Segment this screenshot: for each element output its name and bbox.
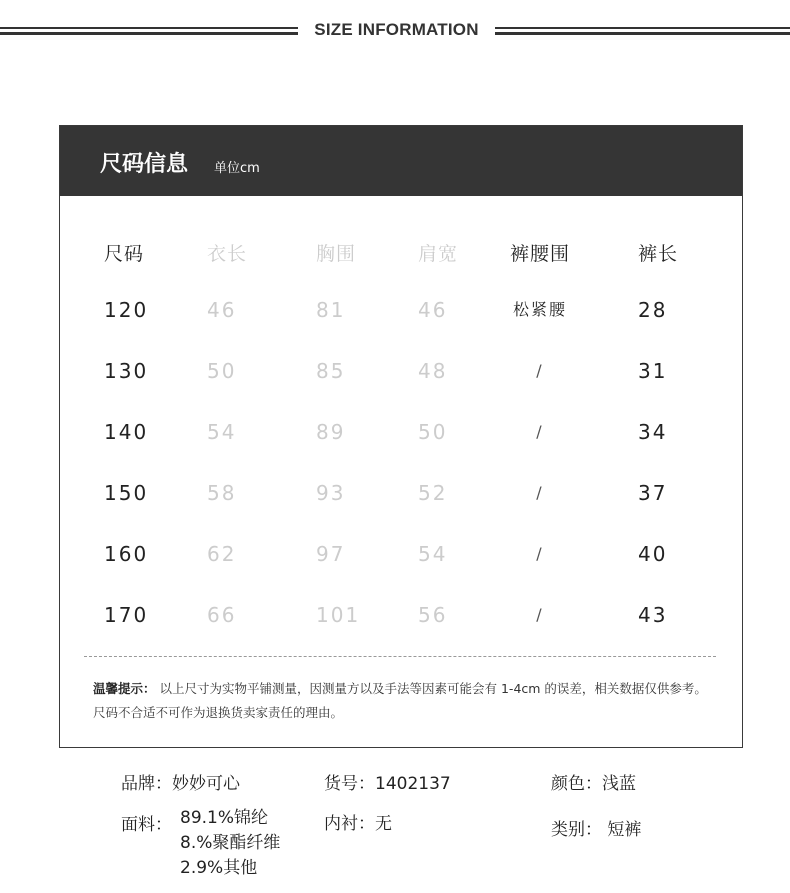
cell-size: 150	[104, 481, 149, 505]
card-unit: 单位cm	[214, 161, 260, 176]
cell-shoulder: 56	[418, 603, 448, 627]
cell-waist: /	[536, 605, 544, 624]
cell-chest: 89	[316, 420, 346, 444]
table-row	[60, 351, 742, 391]
section-header	[0, 18, 790, 44]
brand-info: 品牌：妙妙可心	[121, 774, 240, 794]
cell-pants-length: 43	[638, 603, 668, 627]
cell-waist: /	[536, 483, 544, 502]
cell-chest: 101	[316, 603, 361, 627]
cell-chest: 97	[316, 542, 346, 566]
cell-waist: /	[536, 544, 544, 563]
section-title: SIZE INFORMATION	[314, 20, 479, 39]
table-header-row	[60, 234, 742, 274]
note-label: 温馨提示：	[93, 681, 156, 696]
col-header-pants-length: 裤长	[638, 243, 679, 265]
header-rule-left	[0, 27, 298, 35]
fabric-composition	[180, 806, 280, 881]
cell-length: 50	[207, 359, 237, 383]
item-number-info: 货号：1402137	[324, 774, 451, 794]
cell-shoulder: 54	[418, 542, 448, 566]
note-text: 以上尺寸为实物平铺测量，因测量方以及手法等因素可能会有 1-4cm 的误差，相关数据仅供参考。尺码不合适不可作为退换货卖家责任的理由。	[93, 681, 707, 720]
lining-info: 内衬：无	[324, 814, 392, 834]
cell-waist: /	[536, 361, 544, 380]
cell-pants-length: 28	[638, 298, 668, 322]
cell-waist: 松紧腰	[512, 300, 567, 319]
table-row	[60, 595, 742, 635]
cell-chest: 81	[316, 298, 346, 322]
category-info: 类别： 短裤	[551, 820, 642, 840]
fabric-label: 面料：	[121, 815, 172, 835]
table-row	[60, 412, 742, 452]
cell-pants-length: 37	[638, 481, 668, 505]
cell-size: 140	[104, 420, 149, 444]
card-header	[60, 126, 742, 196]
table-row	[60, 534, 742, 574]
table-row	[60, 290, 742, 330]
fabric-line: 8.%聚酯纤维	[180, 833, 281, 853]
cell-chest: 93	[316, 481, 346, 505]
cell-chest: 85	[316, 359, 346, 383]
cell-size: 170	[104, 603, 149, 627]
cell-length: 62	[207, 542, 237, 566]
cell-shoulder: 52	[418, 481, 448, 505]
cell-length: 46	[207, 298, 237, 322]
dashed-divider	[84, 656, 716, 657]
cell-length: 54	[207, 420, 237, 444]
col-header-size: 尺码	[104, 243, 145, 265]
col-header-waist: 裤腰围	[509, 243, 570, 265]
cell-shoulder: 48	[418, 359, 448, 383]
cell-pants-length: 31	[638, 359, 668, 383]
cell-size: 130	[104, 359, 149, 383]
fabric-line: 2.9%其他	[180, 858, 258, 878]
cell-length: 66	[207, 603, 237, 627]
color-info: 颜色：浅蓝	[551, 774, 636, 794]
card-title: 尺码信息	[100, 152, 189, 177]
cell-pants-length: 34	[638, 420, 668, 444]
cell-shoulder: 50	[418, 420, 448, 444]
cell-length: 58	[207, 481, 237, 505]
col-header-shoulder: 肩宽	[418, 243, 459, 265]
col-header-length: 衣长	[207, 243, 248, 265]
measurement-note	[93, 677, 713, 725]
cell-waist: /	[536, 422, 544, 441]
header-rule-right	[495, 27, 790, 35]
cell-size: 160	[104, 542, 149, 566]
fabric-line: 89.1%锦纶	[180, 808, 269, 828]
cell-size: 120	[104, 298, 149, 322]
size-table-card	[59, 125, 743, 748]
table-row	[60, 473, 742, 513]
col-header-chest: 胸围	[316, 243, 357, 265]
cell-pants-length: 40	[638, 542, 668, 566]
cell-shoulder: 46	[418, 298, 448, 322]
